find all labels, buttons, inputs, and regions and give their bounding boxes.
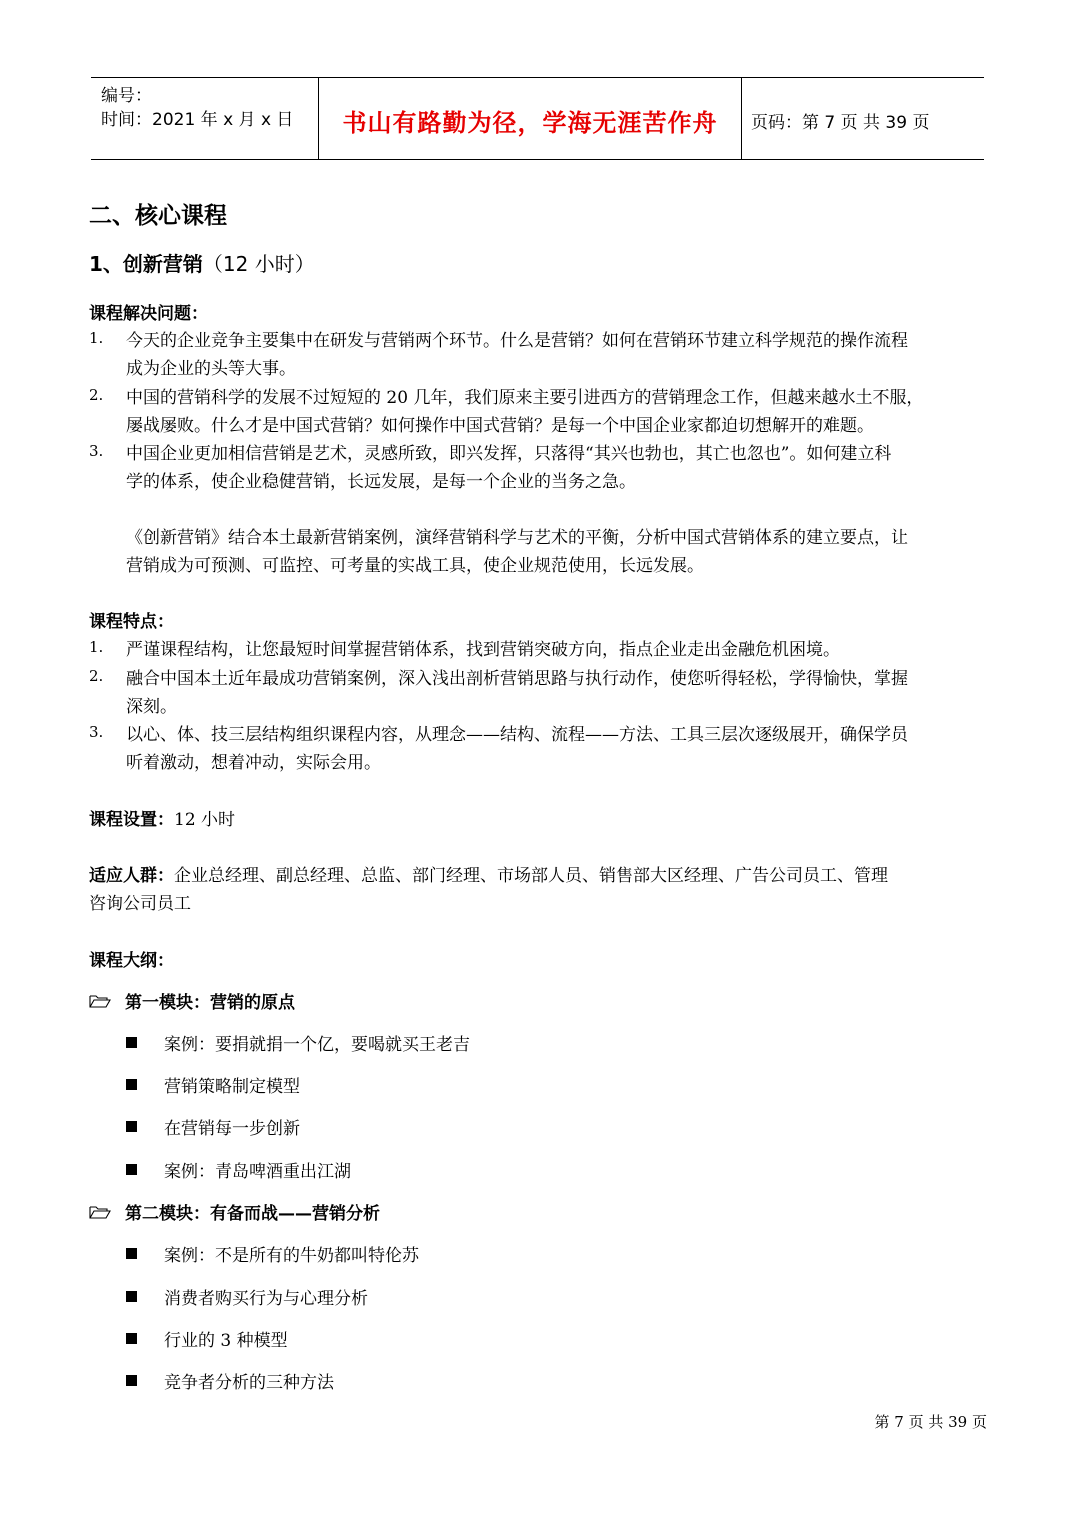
outline-item-text: 行业的 3 种模型 [164,1331,288,1351]
square-bullet-icon [126,1121,137,1132]
course-title-main: 1、创新营销 [89,252,203,276]
outline-item [126,1368,334,1393]
audience [89,861,888,886]
audience-label: 适应人群： [89,866,174,886]
problem-text: 成为企业的头等大事。 [126,359,296,379]
features-label: 课程特点： [89,612,174,632]
settings-value: 12 小时 [174,810,236,830]
outline-item-text: 案例：要捐就捐一个亿，要喝就买王老吉 [164,1035,470,1055]
outline-item-text: 营销策略制定模型 [164,1077,300,1097]
settings-label: 课程设置： [89,810,174,830]
module-title: 第一模块：营销的原点 [125,993,295,1013]
problem-text: 屡战屡败。什么才是中国式营销？如何操作中国式营销？是每一个中国企业家都迫切想解开的难题。 [126,416,874,436]
course-settings [89,805,235,830]
course-summary: 营销成为可预测、可监控、可考量的实战工具，使企业规范使用，长远发展。 [126,556,704,576]
square-bullet-icon [126,1248,137,1259]
outline-label: 课程大纲： [89,951,174,971]
outline-item-text: 在营销每一步创新 [164,1119,300,1139]
header-motto: 书山有路勤为径，学海无涯苦作舟 [342,108,718,137]
outline-item [126,1326,288,1351]
problem-number: 1. [89,329,104,347]
outline-item-text: 案例：青岛啤酒重出江湖 [164,1162,351,1182]
feature-text: 深刻。 [126,697,177,717]
outline-item [126,1114,300,1139]
page-footer: 第 7 页 共 39 页 [874,1413,987,1431]
feature-text: 融合中国本土近年最成功营销案例，深入浅出剖析营销思路与执行动作，使您听得轻松，学得愉快，掌握 [126,669,908,689]
audience-text: 咨询公司员工 [89,894,191,914]
section-title: 二、核心课程 [89,203,227,229]
header-right-cell [741,78,984,159]
module-heading [89,988,295,1013]
feature-text: 以心、体、技三层结构组织课程内容，从理念——结构、流程——方法、工具三层次逐级展开，确保学员 [126,725,908,745]
header-date: 时间：2021 年 x 月 x 日 [101,110,294,130]
square-bullet-icon [126,1037,137,1048]
problems-label: 课程解决问题： [89,304,208,324]
feature-number: 1. [89,638,104,656]
problem-text: 中国的营销科学的发展不过短短的 20 几年，我们原来主要引进西方的营销理念工作，但越来越水土不服， [126,388,924,408]
problem-text: 学的体系，使企业稳健营销，长远发展，是每一个企业的当务之急。 [126,472,636,492]
course-title [89,248,315,277]
header-page-number: 页码：第 7 页 共 39 页 [751,113,930,133]
problem-text: 中国企业更加相信营销是艺术，灵感所致，即兴发挥，只落得“其兴也勃也，其亡也忽也”。如何建立科 [126,444,892,464]
square-bullet-icon [126,1164,137,1175]
problem-number: 2. [89,386,104,404]
feature-number: 2. [89,667,104,685]
square-bullet-icon [126,1333,137,1344]
feature-number: 3. [89,723,104,741]
folder-icon [89,1205,111,1219]
audience-text: 企业总经理、副总经理、总监、部门经理、市场部人员、销售部大区经理、广告公司员工、管理 [174,866,888,886]
header-center-cell [318,78,742,159]
outline-item-text: 竞争者分析的三种方法 [164,1373,334,1393]
square-bullet-icon [126,1375,137,1386]
outline-item [126,1284,368,1309]
feature-text: 严谨课程结构，让您最短时间掌握营销体系，找到营销突破方向，指点企业走出金融危机困境。 [126,640,840,660]
square-bullet-icon [126,1079,137,1090]
outline-item [126,1157,351,1182]
outline-item [126,1030,470,1055]
problem-text: 今天的企业竞争主要集中在研发与营销两个环节。什么是营销？如何在营销环节建立科学规范的操作流程 [126,331,908,351]
folder-icon [89,994,111,1008]
course-title-hours: （12 小时） [202,252,315,276]
course-summary: 《创新营销》结合本土最新营销案例，演绎营销科学与艺术的平衡，分析中国式营销体系的建立要点，让 [126,528,908,548]
outline-item-text: 案例：不是所有的牛奶都叫特伦苏 [164,1246,419,1266]
feature-text: 听着激动，想着冲动，实际会用。 [126,753,381,773]
page-header [91,77,984,160]
problem-number: 3. [89,442,104,460]
module-heading [89,1199,380,1224]
module-title: 第二模块：有备而战——营销分析 [125,1204,380,1224]
outline-item [126,1072,300,1097]
square-bullet-icon [126,1291,137,1302]
outline-item [126,1241,419,1266]
header-left-cell [91,78,318,159]
outline-item-text: 消费者购买行为与心理分析 [164,1289,368,1309]
serial-number: 编号： [101,86,152,106]
